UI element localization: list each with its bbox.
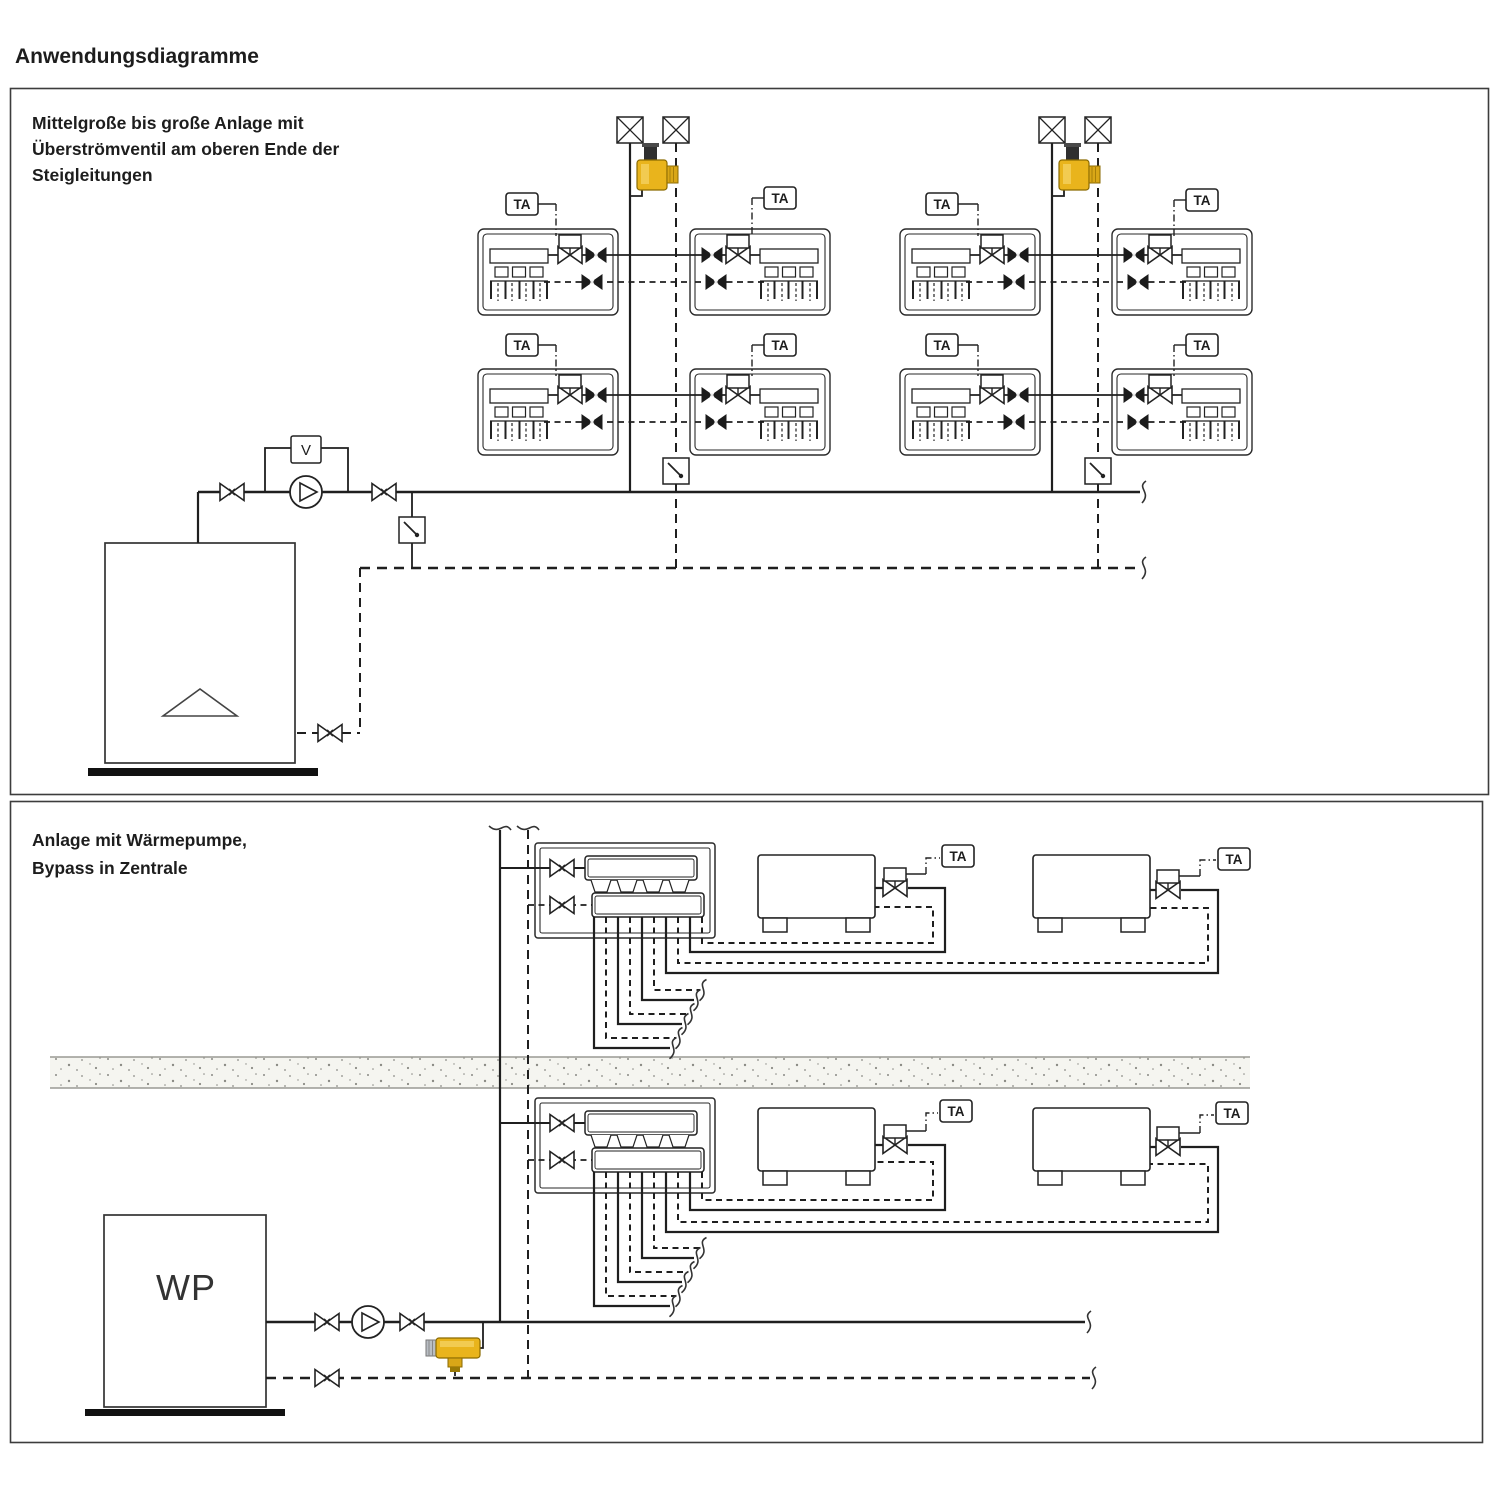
shutoff-valve-icon	[315, 1370, 339, 1387]
control-valve-icon	[1156, 1127, 1180, 1156]
shutoff-valve-icon	[315, 1314, 339, 1331]
manifold-cabinet	[535, 843, 715, 938]
apartment-unit	[1112, 369, 1252, 455]
svg-text:TA: TA	[1193, 338, 1211, 353]
apartment-unit	[1112, 229, 1252, 315]
fan-coil-unit	[758, 1108, 875, 1185]
air-vent-icon	[1039, 117, 1065, 143]
bypass-valve-icon	[426, 1338, 480, 1372]
svg-text:TA: TA	[513, 338, 531, 353]
thermostat-label	[1186, 334, 1218, 356]
thermostat-label	[1216, 1102, 1248, 1124]
balance-valve-icon	[399, 517, 425, 543]
svg-text:TA: TA	[933, 338, 951, 353]
shutoff-valve-icon	[220, 484, 244, 501]
control-valve-icon	[883, 868, 907, 897]
page-title: Anwendungsdiagramme	[15, 45, 259, 68]
break-mark-icon	[1092, 1367, 1096, 1389]
apartment-unit	[478, 369, 618, 455]
panel1-title-line1: Mittelgroße bis große Anlage mit	[32, 113, 304, 133]
shutoff-valve-icon	[400, 1314, 424, 1331]
boiler-base	[88, 768, 318, 776]
thermostat-label	[506, 334, 538, 356]
svg-text:TA: TA	[933, 197, 951, 212]
thermostat-label	[1186, 189, 1218, 211]
break-mark-icon	[517, 826, 539, 830]
thermostat-label	[764, 187, 796, 209]
boiler-unit	[88, 543, 318, 776]
heat-pump-unit	[85, 1215, 285, 1416]
panel1-title-line3: Steigleitungen	[32, 165, 153, 185]
thermostat-label	[1218, 848, 1250, 870]
svg-text:TA: TA	[1225, 852, 1243, 867]
shutoff-valve-icon	[372, 484, 396, 501]
manifold-cabinet	[535, 1098, 715, 1193]
floor-slab	[50, 1057, 1250, 1088]
break-mark-icon	[1142, 481, 1146, 503]
fan-coil-unit	[758, 855, 875, 932]
break-mark-icon	[1087, 1311, 1091, 1333]
apartment-unit	[690, 229, 830, 315]
panel1-title-line2: Überströmventil am oberen Ende der	[32, 139, 340, 159]
apartment-unit	[690, 369, 830, 455]
air-vent-icon	[617, 117, 643, 143]
thermostat-label	[506, 193, 538, 215]
heat-pump-base	[85, 1409, 285, 1416]
thermostat-labels-panel1	[538, 198, 1186, 376]
svg-text:TA: TA	[1193, 193, 1211, 208]
fan-coil-unit	[1033, 855, 1150, 932]
thermostat-label	[940, 1100, 972, 1122]
control-valve-icon	[883, 1125, 907, 1154]
heat-pump-label: WP	[156, 1267, 216, 1308]
thermostat-label	[926, 193, 958, 215]
panel2-title-line2: Bypass in Zentrale	[32, 858, 188, 878]
svg-text:TA: TA	[1223, 1106, 1241, 1121]
flow-meter	[291, 436, 321, 463]
svg-text:TA: TA	[947, 1104, 965, 1119]
panel1-supply-pipes	[198, 143, 1140, 568]
panel2-title-line1: Anlage mit Wärmepumpe,	[32, 830, 247, 850]
balance-valve-icon	[1085, 458, 1111, 484]
flow-meter-label: V	[300, 442, 312, 459]
balance-valve-icon	[663, 458, 689, 484]
apartment-unit	[478, 229, 618, 315]
pump-icon	[290, 476, 322, 508]
control-valve-icon	[1156, 870, 1180, 899]
svg-text:TA: TA	[771, 191, 789, 206]
air-vent-icon	[663, 117, 689, 143]
air-vent-icon	[1085, 117, 1111, 143]
thermostat-label	[764, 334, 796, 356]
apartment-unit	[900, 229, 1040, 315]
svg-text:TA: TA	[949, 849, 967, 864]
svg-text:TA: TA	[513, 197, 531, 212]
pump-icon	[352, 1306, 384, 1338]
overflow-valve-icon	[1059, 143, 1100, 190]
break-mark-icon	[489, 826, 511, 830]
break-mark-icon	[1142, 557, 1146, 579]
overflow-valve-icon	[637, 143, 678, 190]
fan-coil-unit	[1033, 1108, 1150, 1185]
thermostat-label	[942, 845, 974, 867]
apartment-unit	[900, 369, 1040, 455]
boiler-body	[105, 543, 295, 763]
heat-pump-body	[104, 1215, 266, 1407]
svg-text:TA: TA	[771, 338, 789, 353]
thermostat-label	[926, 334, 958, 356]
shutoff-valve-icon	[318, 725, 342, 742]
